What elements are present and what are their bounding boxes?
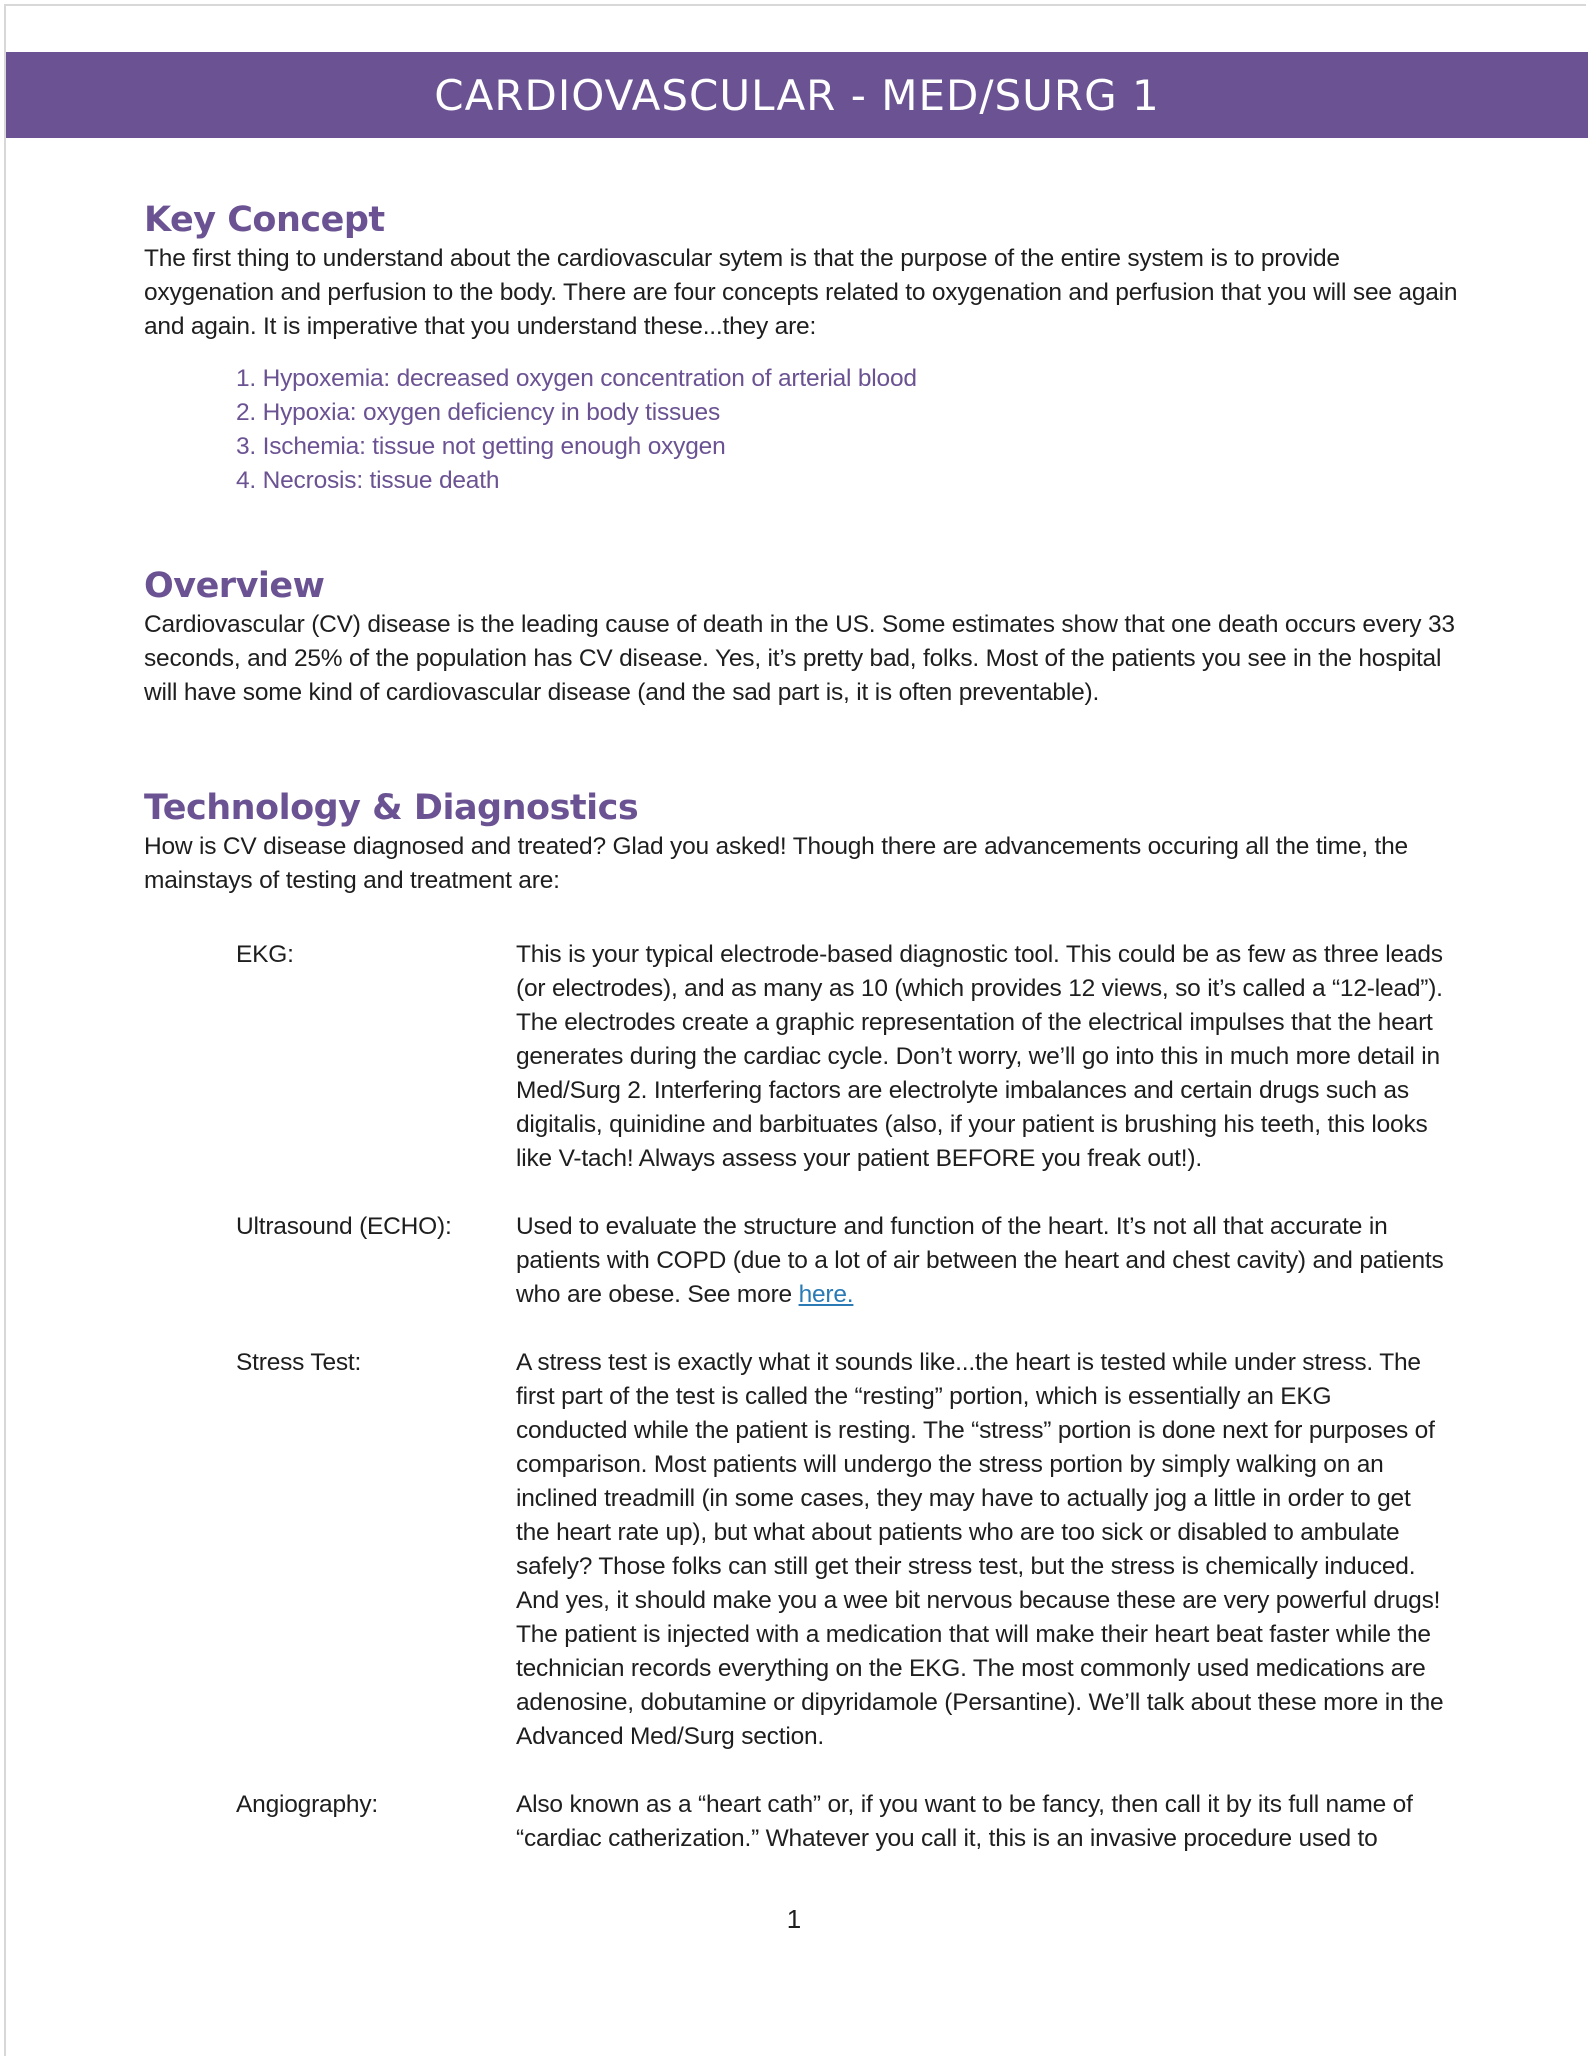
diagnostics-list	[236, 938, 1464, 1856]
document-content	[144, 198, 1464, 1890]
page-title: CARDIOVASCULAR - MED/SURG 1	[434, 70, 1160, 120]
technology-body: How is CV disease diagnosed and treated? Glad you asked! Though there are advancements occuring all the time, the mainstays of testing and treatment are:	[144, 833, 1408, 894]
technology-section	[144, 786, 1464, 1856]
diagnostic-term: Ultrasound (ECHO):	[236, 1213, 452, 1240]
diagnostic-term: Angiography:	[236, 1791, 378, 1818]
diagnostic-description: This is your typical electrode-based diagnostic tool. This could be as few as three leads (or electrodes), and as many as 10 (which provides 12 views, so it’s called a “12-lead”). The electrodes create a graphic representation of the electrical impulses that the heart generates during the cardiac cycle. Don’t worry, we’ll go into this in much more detail in Med/Surg 2. Interfering factors are electrolyte imbalances and certain drugs such as digitalis, quinidine and barbituates (also, if your patient is brushing his teeth, this looks like V-tach! Always assess your patient BEFORE you freak out!).	[516, 941, 1443, 1172]
key-concept-body: The first thing to understand about the cardiovascular sytem is that the purpose of the entire system is to provide oxygenation and perfusion to the body. There are four concepts related to oxygenation and perfusion that you will see again and again. It is imperative that you understand these...they are:	[144, 245, 1458, 340]
concept-item-hypoxemia: 1. Hypoxemia: decreased oxygen concentration of arterial blood	[236, 365, 917, 392]
key-concept-heading: Key Concept	[144, 200, 385, 240]
diagnostic-description: A stress test is exactly what it sounds like...the heart is tested while under stress. The first part of the test is called the “resting” portion, which is essentially an EKG conducted while the patient is resting. The “stress” portion is done next for purposes of comparison. Most patients will undergo the stress portion by simply walking on an inclined treadmill (in some cases, they may have to actually jog a little in order to get the heart rate up), but what about patients who are too sick or disabled to ambulate safely? Those folks can still get their stress test, but the stress is chemically induced. And yes, it should make you a wee bit nervous because these are very powerful drugs! The patient is injected with a medication that will make their heart beat faster while the technician records everything on the EKG. The most commonly used medications are adenosine, dobutamine or dipyridamole (Persantine). We’ll talk about these more in the Advanced Med/Surg section.	[516, 1349, 1444, 1750]
concept-item-necrosis: 4. Necrosis: tissue death	[236, 467, 500, 494]
concept-list	[236, 362, 1464, 498]
technology-heading: Technology & Diagnostics	[144, 788, 639, 828]
overview-heading: Overview	[144, 566, 325, 606]
diagnostic-term: Stress Test:	[236, 1349, 362, 1376]
diagnostic-row-stress-test	[236, 1346, 1464, 1754]
diagnostic-description: Also known as a “heart cath” or, if you want to be fancy, then call it by its full name of “cardiac catherization.” Whatever you call it, this is an invasive procedure used to	[516, 1791, 1413, 1852]
diagnostic-term: EKG:	[236, 941, 294, 968]
page-number: 1	[786, 1904, 802, 1934]
overview-body: Cardiovascular (CV) disease is the leading cause of death in the US. Some estimates show that one death occurs every 33 seconds, and 25% of the population has CV disease. Yes, it’s pretty bad, folks. Most of the patients you see in the hospital will have some kind of cardiovascular disease (and the sad part is, it is often preventable).	[144, 611, 1455, 706]
key-concept-section	[144, 198, 1464, 498]
title-banner	[6, 52, 1588, 138]
concept-item-hypoxia: 2. Hypoxia: oxygen deficiency in body tissues	[236, 399, 720, 426]
concept-item-ischemia: 3. Ischemia: tissue not getting enough oxygen	[236, 433, 726, 460]
diagnostic-row-angiography	[236, 1788, 1464, 1856]
diagnostic-description	[516, 1210, 1446, 1312]
overview-section	[144, 564, 1464, 710]
see-more-link[interactable]: here.	[798, 1281, 854, 1308]
diagnostic-row-echo	[236, 1210, 1464, 1312]
diagnostic-row-ekg	[236, 938, 1464, 1176]
echo-description-text: Used to evaluate the structure and function of the heart. It’s not all that accurate in patients with COPD (due to a lot of air between the heart and chest cavity) and patients who are obese. See more	[516, 1213, 1444, 1308]
